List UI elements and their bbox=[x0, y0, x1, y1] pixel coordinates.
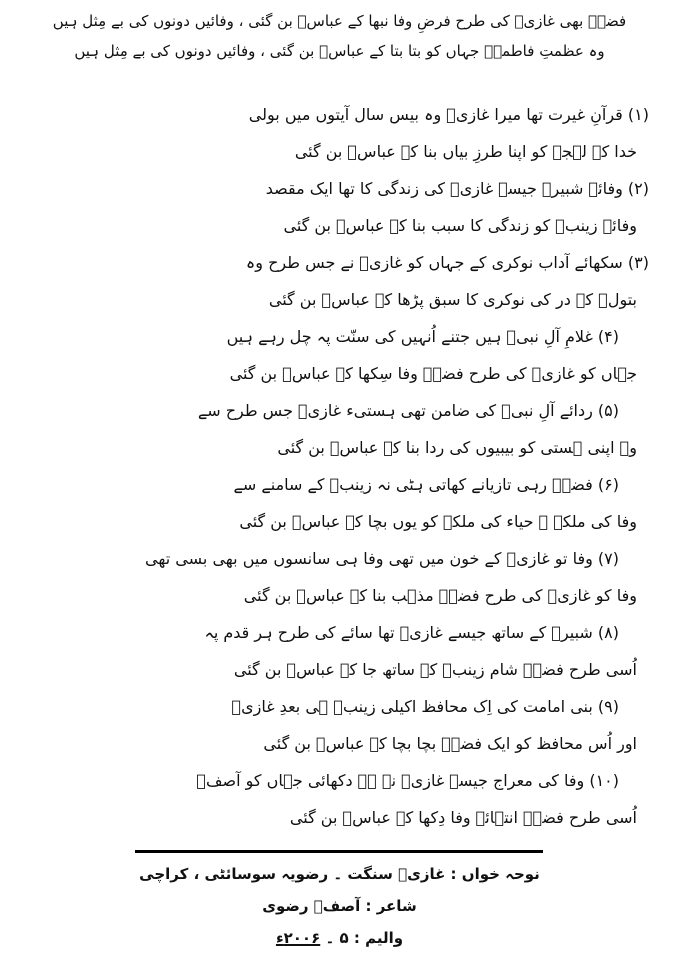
stanza-1-line-1: (۱) قرآنِ غیرت تھا میرا غازیؑ وہ بیس سال آیتوں میں بولی bbox=[248, 105, 649, 124]
stanza-10 bbox=[30, 762, 649, 836]
stanza-8-line-1: (۸) شبیرؑ کے ساتھ جیسے غازیؑ تھا سائے کی طرح ہر قدم پہ bbox=[204, 623, 619, 642]
stanza-1 bbox=[30, 96, 649, 170]
stanza-8 bbox=[30, 614, 649, 688]
credits-footer bbox=[0, 858, 679, 954]
stanza-2 bbox=[30, 170, 649, 244]
stanza-10-line-2: اُسی طرح فضہؑ انتہائے وفا دِکھا کے عباسؑ بن گئی bbox=[289, 808, 637, 827]
stanza-6-line-1: (۶) فضہؑ رہی تازیانے کھاتی ہٹی نہ زینبؑ کے سامنے سے bbox=[233, 475, 619, 494]
divider-rule bbox=[135, 850, 543, 853]
stanza-2-line-2: وفائے زینبؑ کو زندگی کا سبب بنا کے عباسؑ بن گئی bbox=[283, 216, 637, 235]
stanza-5 bbox=[30, 392, 649, 466]
volume-credit bbox=[0, 922, 679, 954]
stanza-10-line-1: (۱۰) وفا کی معراج جیسے غازیؑ نے ہے دکھائی جہاں کو آصفؔ bbox=[196, 771, 619, 790]
stanza-7-line-1: (۷) وفا تو غازیؑ کے خون میں تھی وفا ہی سانسوں میں بھی بسی تھی bbox=[145, 549, 619, 568]
stanza-3-line-2: بتولؑ کے در کی نوکری کا سبق پڑھا کے عباسؑ بن گئی bbox=[268, 290, 637, 309]
stanza-list bbox=[30, 96, 649, 836]
stanza-4 bbox=[30, 318, 649, 392]
stanza-4-line-1: (۴) غلامِ آلِ نبیؐ ہیں جتنے اُنہیں کی سنّت پہ چل رہے ہیں bbox=[226, 327, 619, 346]
stanza-6 bbox=[30, 466, 649, 540]
reciter-credit: نوحہ خواں : غازیؑ سنگت ۔ رضویہ سوسائٹی ، کراچی bbox=[139, 865, 540, 883]
stanza-8-line-2: اُسی طرح فضہؑ شام زینبؑ کے ساتھ جا کے عباسؑ بن گئی bbox=[233, 660, 637, 679]
stanza-3-line-1: (۳) سکھائے آداب نوکری کے جہاں کو غازیؑ نے جس طرح وہ bbox=[245, 253, 649, 272]
poet-credit: شاعر : آصفؔ رضوی bbox=[262, 897, 417, 915]
stanza-3 bbox=[30, 244, 649, 318]
stanza-9-line-1: (۹) بنی امامت کی اِک محافظ اکیلی زینبؑ ہی بعدِ غازیؑ bbox=[231, 697, 619, 716]
stanza-5-line-2: وہ اپنی ہستی کو بیبیوں کی ردا بنا کے عباسؑ بن گئی bbox=[277, 438, 637, 457]
intro-line-2: وہ عظمتِ فاطمہؑ جہاں کو بتا بتا کے عباسؑ بن گئی ، وفائیں دونوں کی بے مِثل ہیں bbox=[74, 42, 605, 60]
intro-couplet bbox=[40, 6, 639, 66]
stanza-9-line-2: اور اُس محافظ کو ایک فضہؑ بچا بچا کے عباسؑ بن گئی bbox=[263, 734, 637, 753]
volume-label: والیم : ۵ ۔ bbox=[320, 929, 404, 947]
volume-year: ۲۰۰۶ء bbox=[275, 929, 321, 947]
stanza-4-line-2: جہاں کو غازیؑ کی طرح فضہؑ وفا سِکھا کے عباسؑ بن گئی bbox=[229, 364, 637, 383]
stanza-6-line-2: وفا کی ملکہ ۔ حیاء کی ملکہ کو یوں بچا کے عباسؑ بن گئی bbox=[239, 512, 637, 531]
stanza-1-line-2: خدا کے لہجے کو اپنا طرزِ بیاں بنا کے عباسؑ بن گئی bbox=[294, 142, 637, 161]
stanza-7 bbox=[30, 540, 649, 614]
intro-line-1: فضہؑ بھی غازیؑ کی طرح فرضِ وفا نبھا کے عباسؑ بن گئی ، وفائیں دونوں کی بے مِثل ہیں bbox=[52, 12, 627, 30]
stanza-9 bbox=[30, 688, 649, 762]
stanza-7-line-2: وفا کو غازیؑ کی طرح فضہؑ مذہب بنا کے عباسؑ بن گئی bbox=[243, 586, 637, 605]
stanza-2-line-1: (۲) وفائے شبیرؑ جیسے غازیؑ کی زندگی کا تھا ایک مقصد bbox=[265, 179, 649, 198]
stanza-5-line-1: (۵) ردائے آلِ نبیؐ کی ضامن تھی ہستیء غازیؑ جس طرح سے bbox=[197, 401, 619, 420]
